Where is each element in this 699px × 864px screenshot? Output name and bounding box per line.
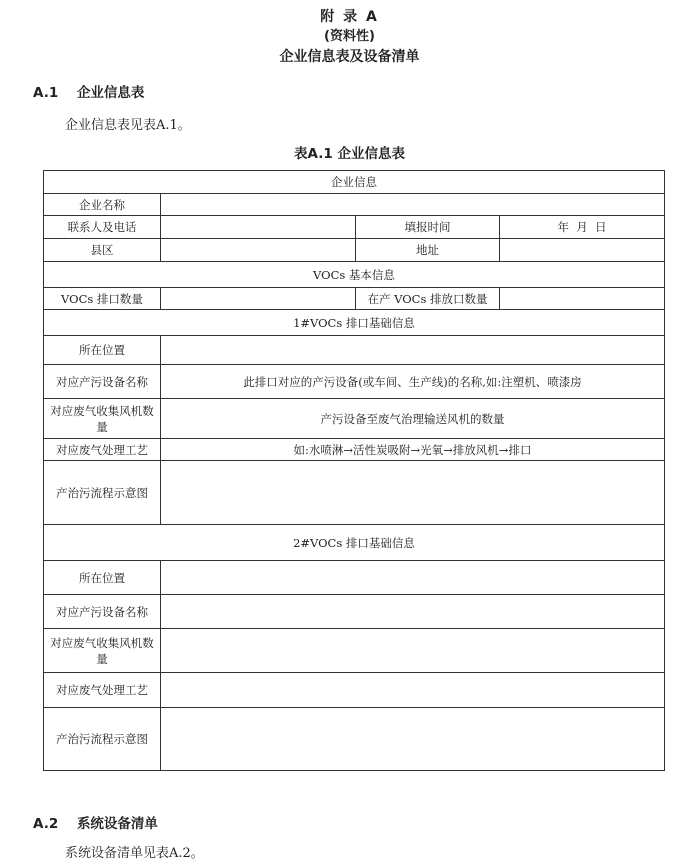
appendix-title: 企业信息表及设备清单	[279, 49, 420, 65]
section-heading-a2	[33, 812, 158, 832]
company-name-field[interactable]	[161, 194, 665, 216]
vocs-active-outlets-label: 在产 VOCs 排放口数量	[356, 288, 500, 310]
vocs-outlets-field[interactable]	[161, 288, 356, 310]
outlet-2-header: 2#VOCs 排口基础信息	[44, 525, 665, 561]
outlet-2-fans-label: 对应废气收集风机数量	[44, 629, 161, 673]
contact-label: 联系人及电话	[44, 216, 161, 239]
section-text-a2: 系统设备清单见表A.2。	[65, 846, 204, 861]
outlet-1-process-field[interactable]: 如:水喷淋→活性炭吸附→光氧→排放风机→排口	[161, 439, 665, 461]
outlet-1-fans-label: 对应废气收集风机数量	[44, 399, 161, 439]
outlet-1-equipment-field[interactable]: 此排口对应的产污设备(或车间、生产线)的名称,如:注塑机、喷漆房	[161, 365, 665, 399]
enterprise-info-table	[43, 170, 665, 771]
section-number: A.1	[33, 85, 59, 101]
county-label: 县区	[44, 239, 161, 262]
address-label: 地址	[356, 239, 500, 262]
outlet-1-location-label: 所在位置	[44, 336, 161, 365]
section-number: A.2	[33, 816, 59, 832]
county-field[interactable]	[161, 239, 356, 262]
section-text-a1: 企业信息表见表A.1。	[65, 118, 191, 133]
section-heading-a1	[33, 81, 144, 101]
address-field[interactable]	[500, 239, 665, 262]
table-caption: 表A.1 企业信息表	[294, 146, 405, 162]
outlet-1-diagram-label: 产治污流程示意图	[44, 461, 161, 525]
company-name-label: 企业名称	[44, 194, 161, 216]
appendix-nature: (资料性)	[324, 29, 375, 44]
outlet-2-equipment-label: 对应产污设备名称	[44, 595, 161, 629]
outlet-1-header: 1#VOCs 排口基础信息	[44, 310, 665, 336]
outlet-2-fans-field[interactable]	[161, 629, 665, 673]
vocs-active-outlets-field[interactable]	[500, 288, 665, 310]
outlet-1-process-label: 对应废气处理工艺	[44, 439, 161, 461]
outlet-1-location-field[interactable]	[161, 336, 665, 365]
outlet-1-equipment-label: 对应产污设备名称	[44, 365, 161, 399]
fill-time-label: 填报时间	[356, 216, 500, 239]
section-title: 系统设备清单	[76, 816, 158, 832]
outlet-2-location-field[interactable]	[161, 561, 665, 595]
section-title: 企业信息表	[76, 85, 145, 101]
outlet-1-fans-field[interactable]: 产污设备至废气治理输送风机的数量	[161, 399, 665, 439]
vocs-outlets-label: VOCs 排口数量	[44, 288, 161, 310]
vocs-section-header: VOCs 基本信息	[44, 262, 665, 288]
contact-field[interactable]	[161, 216, 356, 239]
outlet-2-diagram-label: 产治污流程示意图	[44, 708, 161, 771]
fill-time-field[interactable]: 年 月 日	[500, 216, 665, 239]
outlet-1-diagram-field[interactable]	[161, 461, 665, 525]
appendix-label: 附 录 A	[320, 9, 379, 25]
outlet-2-diagram-field[interactable]	[161, 708, 665, 771]
outlet-2-process-label: 对应废气处理工艺	[44, 673, 161, 708]
outlet-2-equipment-field[interactable]	[161, 595, 665, 629]
outlet-2-process-field[interactable]	[161, 673, 665, 708]
outlet-2-location-label: 所在位置	[44, 561, 161, 595]
enterprise-section-header: 企业信息	[44, 171, 665, 194]
